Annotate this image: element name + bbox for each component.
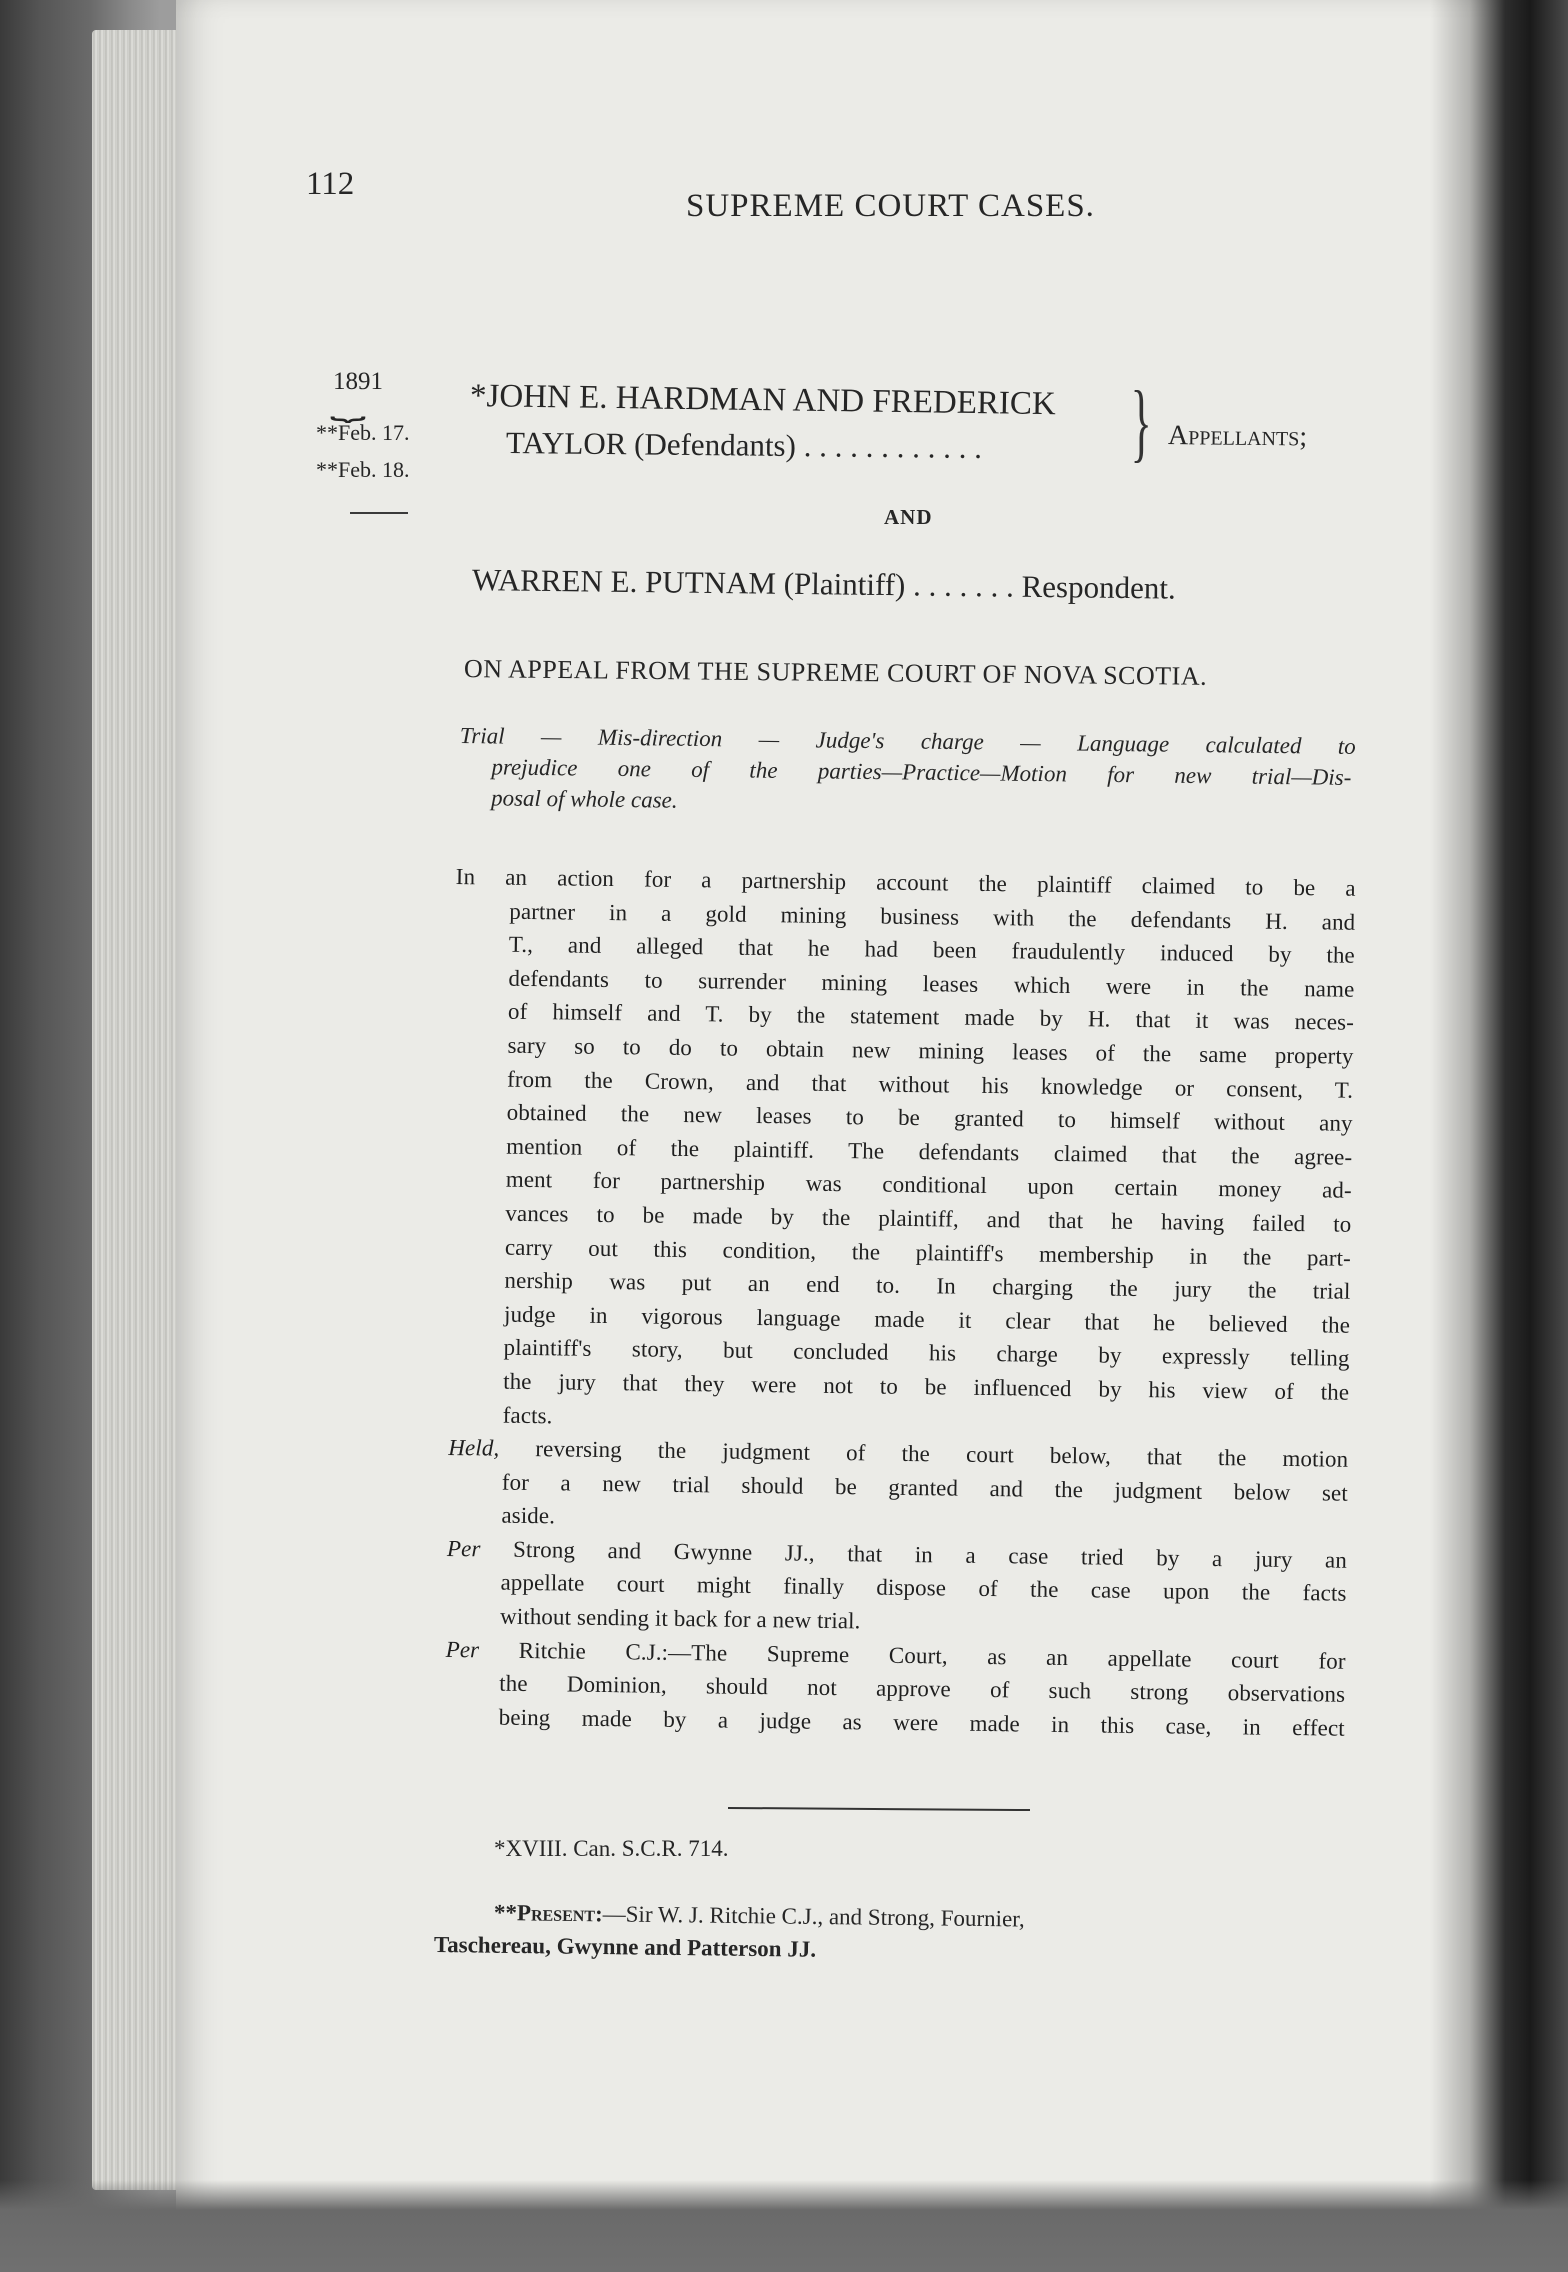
appellants-names-continued: TAYLOR (Defendants) . . . . . . . . . . . . — [505, 425, 983, 465]
catchwords-line: posal of whole case. — [490, 785, 678, 813]
held-label: Held, — [448, 1435, 500, 1461]
catchwords-line: Trial — Mis-direction — Judge's charge — Language calculated to — [459, 722, 1356, 759]
margin-rule — [350, 512, 408, 514]
held-line: for a new trial should be granted and the judgment below set — [501, 1469, 1348, 1506]
running-header-title: SUPREME COURT CASES. — [686, 188, 1095, 224]
headnote-line: partner in a gold mining business with the defendants H. and — [509, 898, 1356, 935]
headnote-line: judge in vigorous language made it clear that he believed the — [503, 1301, 1351, 1338]
per-label: Per — [445, 1636, 480, 1663]
margin-brace: ⏟ — [330, 388, 366, 421]
per-strong-line: appellate court might finally dispose of the case upon the facts — [500, 1570, 1347, 1607]
book-spine-shadow — [1430, 0, 1568, 2272]
parties-brace: } — [1130, 374, 1152, 471]
headnote-line: obtained the new leases to be granted to himself without any — [506, 1099, 1353, 1136]
present-label: **Present: — [493, 1900, 603, 1927]
held-line: aside. — [501, 1502, 556, 1529]
margin-hearing-date: **Feb. 17. — [316, 420, 410, 445]
appeal-heading: ON APPEAL FROM THE SUPREME COURT OF NOVA SCOTIA. — [463, 654, 1208, 691]
headnote-line: T., and alleged that he had been fraudulently induced by the — [508, 931, 1355, 968]
appellants-label: Appellants; — [1167, 420, 1308, 453]
appellants-names: *JOHN E. HARDMAN AND FREDERICK — [469, 378, 1056, 423]
footnote-present-line: Taschereau, Gwynne and Patterson JJ. — [433, 1932, 817, 1962]
bottom-shadow — [0, 2180, 1568, 2272]
held-text: reversing the judgment of the court below, that the motion — [499, 1435, 1349, 1472]
footnote-citation: *XVIII. Can. S.C.R. 714. — [494, 1836, 729, 1861]
catchwords-line: prejudice one of the parties—Practice—Motion for new trial—Dis- — [491, 754, 1352, 790]
headnote-line: carry out this condition, the plaintiff's membership in the part- — [504, 1234, 1352, 1271]
per-ritchie-line: being made by a judge as were made in this case, in effect — [498, 1704, 1345, 1741]
per-strong-line: without sending it back for a new trial. — [499, 1603, 861, 1634]
headnote-line: the jury that they were not to be influenced by his view of the — [503, 1368, 1350, 1405]
per-strong-text: Strong and Gwynne JJ., that in a case tried by a jury an — [480, 1536, 1348, 1573]
per-ritchie-line: the Dominion, should not approve of such strong observations — [499, 1670, 1346, 1707]
and-label: AND — [884, 505, 933, 529]
margin-year: 1891 — [333, 368, 383, 395]
headnote-line: In an action for a partnership account the plaintiff claimed to be a — [455, 863, 1356, 901]
page-number: 112 — [306, 166, 355, 202]
book-page-edges — [92, 30, 182, 2190]
headnote-line: sary so to do to obtain new mining leases of the same property — [507, 1032, 1354, 1069]
catchwords — [459, 720, 1360, 824]
headnote-line: of himself and T. by the statement made by H. that it was neces- — [507, 999, 1355, 1036]
headnote-line: facts. — [502, 1402, 553, 1428]
headnote-line: nership was put an end to. In charging the jury the trial — [504, 1267, 1351, 1304]
per-label: Per — [446, 1535, 481, 1562]
respondent-line: WARREN E. PUTNAM (Plaintiff) . . . . . . . Respondent. — [471, 562, 1176, 606]
headnote-line: vances to be made by the plaintiff, and that he having failed to — [505, 1200, 1352, 1237]
headnote-body — [445, 860, 1356, 1745]
margin-judgment-date: **Feb. 18. — [316, 457, 410, 482]
present-text: —Sir W. J. Ritchie C.J., and Strong, Fournier, — [602, 1901, 1025, 1932]
headnote-line: from the Crown, and that without his knowledge or consent, T. — [506, 1066, 1354, 1103]
headnote-line: defendants to surrender mining leases which were in the name — [508, 965, 1355, 1002]
headnote-line: plaintiff's story, but concluded his charge by expressly telling — [503, 1334, 1350, 1372]
headnote-line: mention of the plaintiff. The defendants claimed that the agree- — [506, 1133, 1353, 1170]
headnote-line: ment for partnership was conditional upon certain money ad- — [505, 1167, 1352, 1204]
per-ritchie-text: Ritchie C.J.:—The Supreme Court, as an appellate court for — [479, 1637, 1346, 1674]
